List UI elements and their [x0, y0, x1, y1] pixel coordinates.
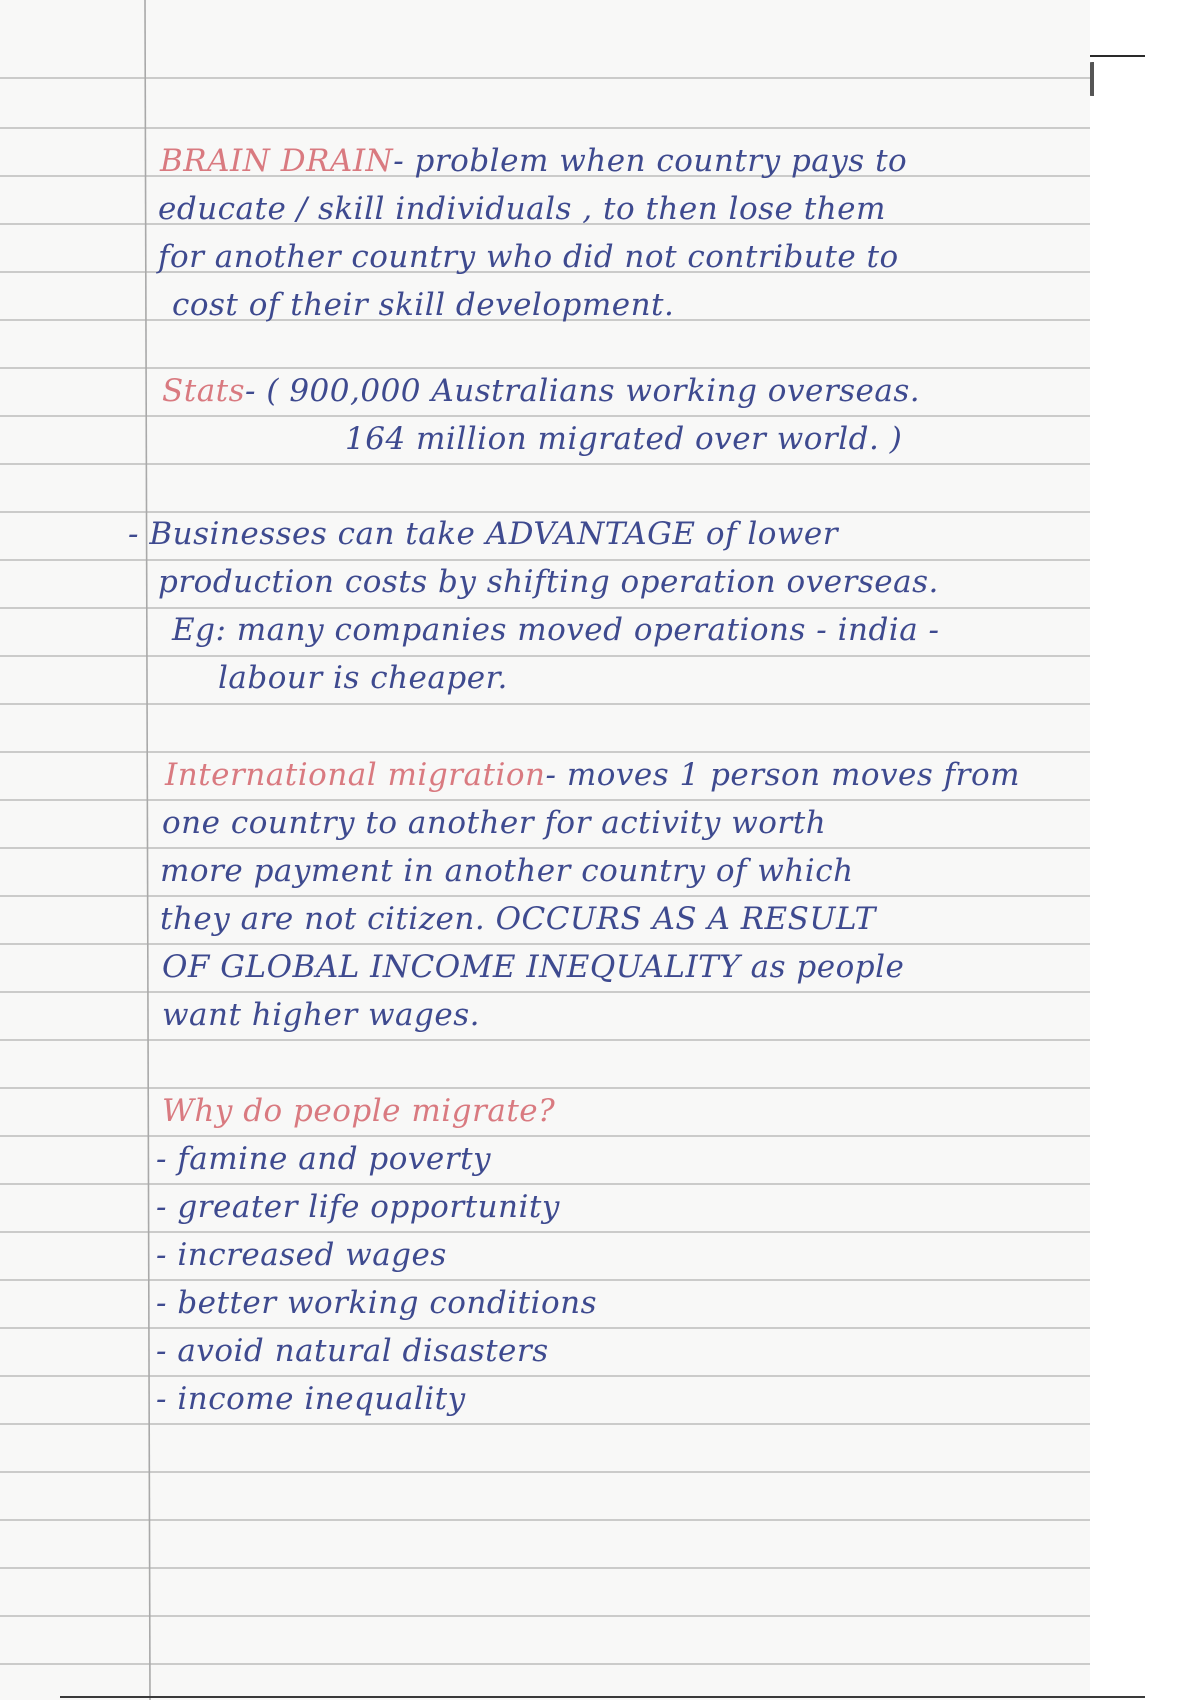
brain-drain-line-1-text: - problem when country pays to	[393, 143, 908, 179]
stats-line-1	[162, 373, 920, 409]
businesses-line-4: labour is cheaper.	[218, 660, 508, 696]
stats-line-1-text: - ( 900,000 Australians working overseas.	[245, 373, 921, 409]
page-background-right	[1090, 0, 1200, 1700]
brain-drain-line-2: educate / skill individuals , to then lose them	[158, 191, 886, 227]
why-migrate-item-1: - famine and poverty	[156, 1141, 492, 1177]
international-migration-line-2: one country to another for activity worth	[162, 805, 827, 841]
edge-dash-mark	[1090, 55, 1145, 57]
why-migrate-heading: Why do people migrate?	[162, 1093, 556, 1129]
international-migration-line-4: they are not citizen. OCCURS AS A RESULT	[160, 901, 876, 937]
international-migration-line-1-text: - moves 1 person moves from	[545, 757, 1021, 793]
why-migrate-item-5: - avoid natural disasters	[156, 1333, 549, 1369]
why-migrate-item-6: - income inequality	[156, 1381, 466, 1417]
why-migrate-item-3: - increased wages	[156, 1237, 447, 1273]
brain-drain-line-1	[160, 143, 907, 179]
businesses-line-3: Eg: many companies moved operations - india -	[172, 612, 940, 648]
why-migrate-item-2: - greater life opportunity	[156, 1189, 560, 1225]
international-migration-line-1	[165, 757, 1020, 793]
stats-heading: Stats	[162, 373, 246, 409]
businesses-line-2: production costs by shifting operation overseas.	[158, 564, 939, 600]
bottom-edge-line	[60, 1696, 1145, 1698]
international-migration-line-3: more payment in another country of which	[160, 853, 854, 889]
international-migration-line-6: want higher wages.	[162, 997, 480, 1033]
international-migration-line-5: OF GLOBAL INCOME INEQUALITY as people	[162, 949, 905, 985]
businesses-line-1: - Businesses can take ADVANTAGE of lower	[128, 516, 839, 552]
why-migrate-item-4: - better working conditions	[156, 1285, 597, 1321]
stats-line-2: 164 million migrated over world. )	[345, 421, 903, 457]
brain-drain-line-4: cost of their skill development.	[172, 287, 675, 323]
brain-drain-line-3: for another country who did not contribute to	[158, 239, 899, 275]
international-migration-heading: International migration	[165, 757, 546, 793]
brain-drain-heading: BRAIN DRAIN	[160, 143, 394, 179]
